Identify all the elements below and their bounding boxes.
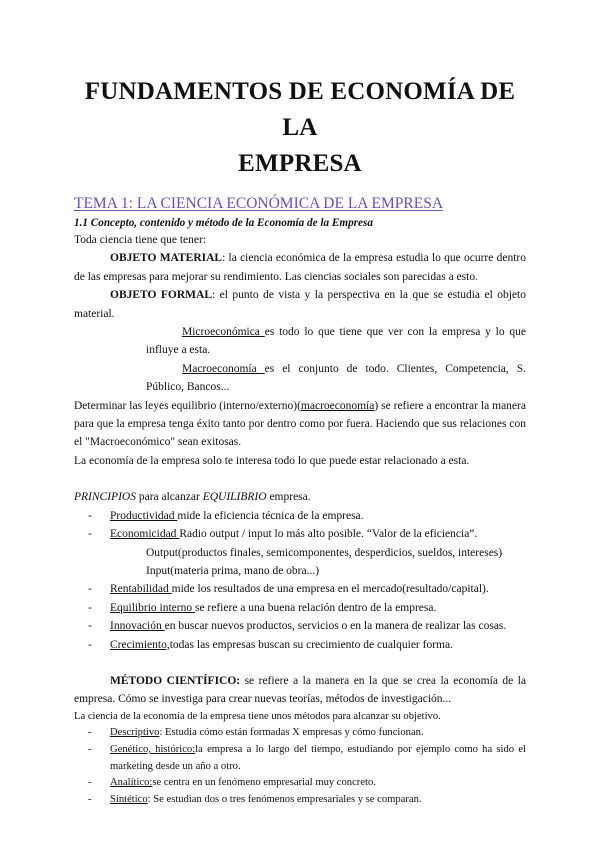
item-term: Economicidad — [110, 528, 180, 541]
principios-term: PRINCIPIOS — [74, 491, 136, 504]
title-line-2: EMPRESA — [238, 150, 362, 177]
determinar-post: ) se refiere a encontrar la manera para que la empresa tenga éxito tanto por dentro como por fuera. Haciendo que sus relaciones con el "Macroeconómico" sean exitosas. — [74, 399, 526, 449]
item-text: Radio output / input lo más alto posible. “Valor de la eficiencia”. — [179, 528, 478, 541]
dash-marker: - — [88, 727, 92, 739]
tema-heading: TEMA 1: LA CIENCIA ECONÓMICA DE LA EMPRESA — [74, 195, 444, 212]
item-term: Descriptivo — [110, 727, 160, 739]
item-text: la empresa a lo largo del tiempo, estudiando por ejemplo como ha sido el marketing desde un año a otro. — [110, 743, 526, 772]
dash-marker: - — [88, 743, 92, 755]
item-text: mide los resultados de una empresa en el mercado(resultado/capital). — [171, 583, 489, 596]
dash-marker: - — [88, 583, 92, 596]
metodo-term: MÉTODO CIENTÍFICO: — [110, 674, 241, 687]
dash-marker: - — [88, 638, 92, 651]
intro-text: Toda ciencia tiene que tener: — [74, 234, 207, 246]
spacer — [74, 470, 526, 488]
objeto-material-paragraph — [74, 249, 526, 286]
macro-paragraph — [74, 360, 526, 397]
determinar-pre: Determinar las leyes equilibrio (interno/externo)( — [74, 399, 301, 412]
input-line: Input(materia prima, mano de obra...) — [146, 564, 320, 577]
item-term: Genético, histórico: — [110, 743, 196, 755]
objeto-formal-term: OBJETO FORMAL — [110, 289, 213, 302]
list-item — [74, 775, 526, 792]
document-title — [74, 0, 526, 182]
list-item — [74, 580, 526, 598]
list-item — [74, 507, 526, 525]
list-item — [74, 725, 526, 742]
micro-term: Microeconómica — [182, 326, 265, 339]
item-term: Rentabilidad — [110, 583, 172, 596]
dash-marker: - — [88, 777, 92, 789]
item-term: Crecimiento, — [110, 638, 170, 651]
objeto-formal-paragraph — [74, 286, 526, 323]
section-subtitle: 1.1 Concepto, contenido y método de la Economía de la Empresa — [74, 217, 373, 229]
item-term: Productividad — [110, 509, 178, 522]
macro-text: es el conjunto de todo. Clientes, Competencia, S. Público, Bancos... — [146, 362, 526, 394]
metodos-section — [74, 709, 526, 809]
list-item — [74, 742, 526, 775]
list-item — [74, 636, 526, 654]
micro-text: es todo lo que tiene que ver con la empresa y lo que influye a esta. — [146, 326, 526, 357]
principios-mid: para alcanzar — [135, 491, 203, 504]
item-text: se centra en un fenómeno empresarial muy concreto. — [152, 777, 376, 789]
objeto-material-text: : la ciencia económica de la empresa estudia lo que ocurre dentro de las empresas para mejorar su rendimiento. Las ciencias sociales son parecidas a esto. — [74, 252, 526, 283]
dash-marker: - — [88, 509, 92, 522]
determinar-term: macroeconomía — [300, 399, 375, 412]
item-text: mide la eficiencia técnica de la empresa. — [177, 509, 364, 522]
item-text: : Estudia cómo están formadas X empresas y cómo funcionan. — [159, 727, 424, 739]
determinar-paragraph — [74, 397, 526, 452]
title-line-1: FUNDAMENTOS DE ECONOMÍA DE LA — [84, 78, 516, 141]
item-text: en buscar nuevos productos, servicios o en la manera de realizar las cosas. — [164, 620, 507, 633]
item-term: Sintético — [110, 793, 148, 805]
principios-line — [74, 488, 526, 506]
macro-term: Macroeconomía — [182, 362, 265, 375]
output-line: Output(productos finales, semicomponentes, desperdicios, sueldos, intereses) — [146, 546, 503, 559]
micro-paragraph — [74, 323, 526, 360]
item-term: Analítico: — [110, 777, 153, 789]
dash-marker: - — [88, 793, 92, 805]
list-item — [74, 617, 526, 635]
metodo-paragraph — [74, 672, 526, 709]
metodos-intro: La ciencia de la economía de la empresa tiene unos métodos para alcanzar su objetivo. — [74, 710, 441, 722]
metodos-list — [74, 725, 526, 808]
item-text: : Se estudian dos o tres fenómenos empresariales y se comparan. — [147, 793, 422, 805]
item-term: Innovación — [110, 620, 165, 633]
item-text: todas las empresas buscan su crecimiento de cualquier forma. — [169, 638, 453, 651]
spacer — [74, 654, 526, 672]
dash-marker: - — [88, 528, 92, 541]
objeto-formal-text: : el punto de vista y la perspectiva en la que se estudia el objeto material. — [74, 289, 526, 320]
list-item — [74, 792, 526, 809]
objeto-material-term: OBJETO MATERIAL — [110, 252, 223, 265]
principios-list — [74, 507, 526, 544]
equilibrio-term: EQUILIBRIO — [202, 491, 267, 504]
item-term: Equilibrio interno — [110, 601, 195, 614]
dash-marker: - — [88, 601, 92, 614]
list-item — [74, 599, 526, 617]
principios-post: empresa. — [266, 491, 311, 504]
item-text: se refiere a una buena relación dentro de la empresa. — [194, 601, 437, 614]
principios-list-2 — [74, 580, 526, 654]
list-item — [74, 525, 526, 543]
metodo-text: se refiere a la manera en la que se crea la economía de la empresa. Cómo se investiga para crear nuevas teorías, métodos de investigación... — [74, 674, 526, 706]
dash-marker: - — [88, 620, 92, 633]
economia-interesa-text: La economía de la empresa solo te interesa todo lo que puede estar relacionado a esta. — [74, 454, 470, 467]
